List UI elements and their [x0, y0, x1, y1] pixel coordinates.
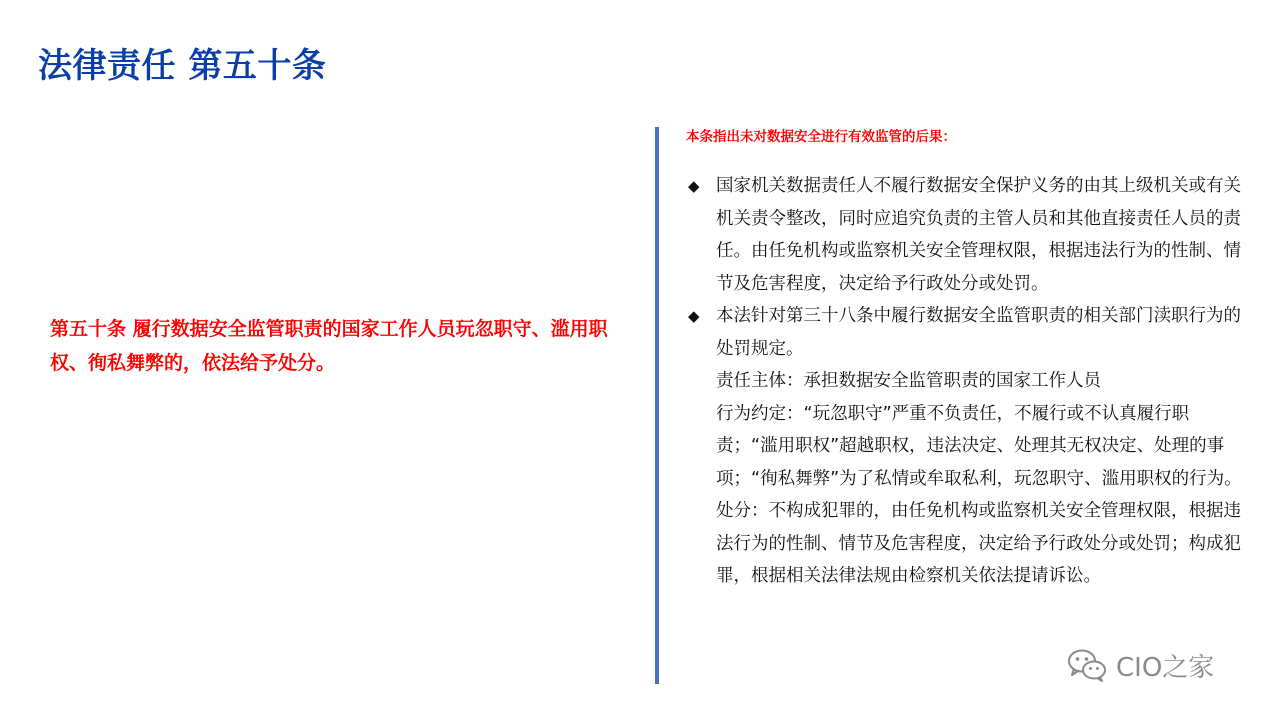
bullet-text: 国家机关数据责任人不履行数据安全保护义务的由其上级机关或有关机关责令整改，同时应追究负责的主管人员和其他直接责任人员的责任。由任免机构或监察机关安全管理权限，根据违法行为的性制、情节及危害程度，决定给予行政处分或处罚。: [716, 176, 1241, 294]
diamond-bullet-icon: ◆: [688, 177, 700, 195]
watermark-text: CIO之家: [1116, 652, 1215, 683]
diamond-bullet-icon: ◆: [688, 307, 700, 325]
responsible-subject: 责任主体：承担数据安全监管职责的国家工作人员: [716, 371, 1101, 391]
wechat-icon: [1066, 647, 1108, 683]
watermark: [1066, 646, 1214, 684]
explanation-heading: 本条指出未对数据安全进行有效监管的后果：: [686, 129, 956, 145]
explanation-body: [688, 170, 1248, 593]
slide-title: 法律责任 第五十条: [38, 46, 327, 86]
bullet-text: 本法针对第三十八条中履行数据安全监管职责的相关部门渎职行为的处罚规定。: [716, 306, 1241, 359]
article-text: 第五十条 履行数据安全监管职责的国家工作人员玩忽职守、滥用职权、徇私舞弊的，依法给予处分。: [50, 318, 608, 374]
penalty-description: 处分：不构成犯罪的，由任免机构或监察机关安全管理权限，根据违法行为的性制、情节及危害程度，决定给予行政处分或处罚；构成犯罪，根据相关法律法规由检察机关依法提请诉讼。: [716, 501, 1241, 586]
vertical-divider: [655, 127, 659, 684]
conduct-definition: 行为约定：“玩忽职守”严重不负责任，不履行或不认真履行职责；“滥用职权”超越职权，违法决定、处理其无权决定、处理的事项；“徇私舞弊”为了私情或牟取私利，玩忽职守、滥用职权的行为。: [716, 403, 1242, 489]
bullet-item: [688, 170, 1248, 300]
bullet-item: [688, 300, 1248, 365]
